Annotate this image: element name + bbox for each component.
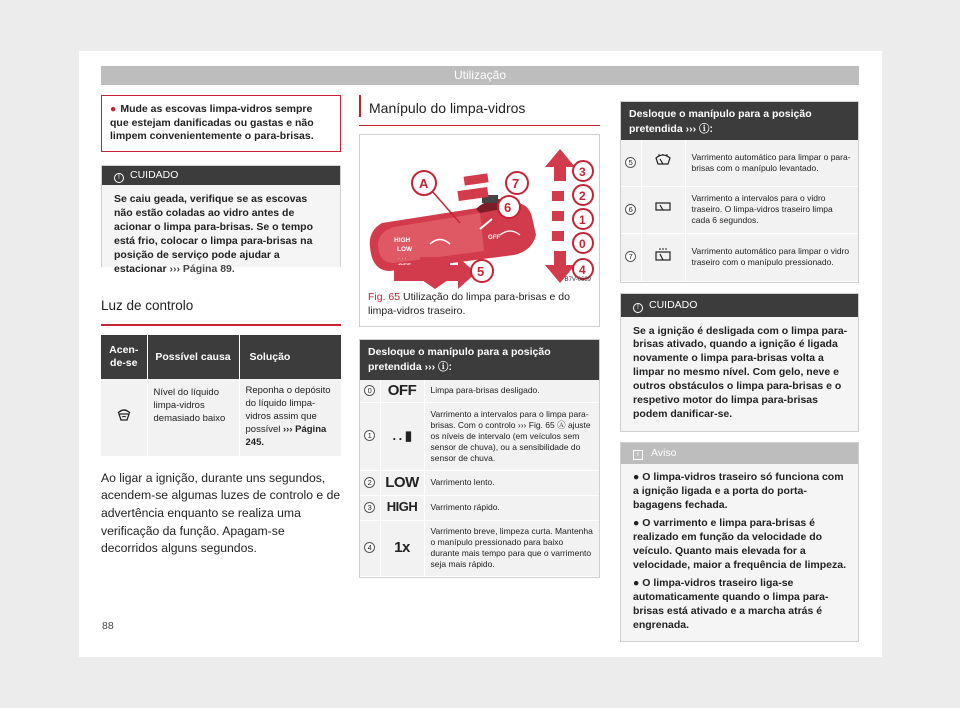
aviso-item: ● O varrimento e limpa para-brisas é realizado em função da velocidade do veículo. Quanto mais elevada for a velocidade, maior a frequência de limpeza.	[633, 517, 846, 571]
position-description: Varrimento automático para limpar o vidro traseiro com o manípulo pressionado.	[685, 233, 858, 281]
middle-column	[359, 95, 600, 578]
position-number: 7	[625, 251, 636, 262]
position-description: Varrimento a intervalos para o limpa para-brisas. Com o controlo ››› Fig. 65 Ⓐ ajuste os níveis de intervalo (em veículos sem sensor de chuva), ou a sensibilidade do sensor de chuva.	[424, 402, 599, 470]
svg-text:OFF: OFF	[488, 235, 500, 242]
position-symbol: OFF	[380, 380, 424, 402]
wiper-lever-illustration	[360, 139, 599, 289]
position-number: 1	[364, 430, 375, 441]
svg-text:HIGH: HIGH	[394, 237, 411, 245]
position-symbol: . . ▮	[380, 402, 424, 470]
positions-table-2	[621, 140, 858, 282]
table-row	[360, 402, 599, 470]
figure-caption: Fig. 65 Utilização do limpa para-brisas e do limpa-vidros traseiro.	[368, 290, 570, 317]
warning-brushes-text: ● Mude as escovas limpa-vidros sempre que estejam danificadas ou gastas e não limpem convenientemente o para-brisas.	[110, 103, 314, 143]
svg-text:LOW: LOW	[397, 246, 413, 254]
position-symbol: 1x	[380, 520, 424, 576]
position-number: 2	[364, 477, 375, 488]
bullet-icon: ●	[633, 471, 643, 484]
positions-table-box	[359, 339, 600, 578]
bullet-icon: ●	[110, 103, 117, 115]
svg-text:1: 1	[579, 213, 586, 228]
info-icon: !	[633, 303, 643, 313]
svg-text:0: 0	[579, 237, 586, 252]
right-column	[620, 101, 859, 642]
paragraph-ignition: Ao ligar a ignição, durante uns segundos, acendem-se algumas luzes de controlo e de advertência enquanto se realiza uma verificação da função. Apagam-se decorridos alguns segundos.	[101, 470, 341, 556]
left-column	[101, 95, 341, 558]
position-description: Varrimento breve, limpeza curta. Mantenha o manípulo pressionado para baixo durante mais tempo para que o varrimento seja mais rápido.	[424, 520, 599, 576]
position-number: 3	[364, 502, 375, 513]
position-number: 5	[625, 157, 636, 168]
svg-text:3: 3	[579, 165, 586, 180]
positions-table-2-header: Desloque o manípulo para a posição pretendida ››› ⓘ:	[621, 102, 858, 140]
svg-text:4: 4	[579, 263, 586, 278]
caution-box-2	[620, 293, 859, 433]
page-number: 88	[102, 620, 114, 632]
position-description: Varrimento rápido.	[424, 495, 599, 520]
aviso-header: i Aviso	[621, 443, 858, 464]
position-description: Varrimento automático para limpar o para-brisas com o manípulo levantado.	[685, 140, 858, 186]
page-header: Utilização	[101, 66, 859, 85]
svg-text:A: A	[419, 176, 429, 192]
caution-box-1	[101, 165, 341, 275]
table-row	[360, 520, 599, 576]
table-row	[360, 380, 599, 402]
figure-code: B7V-0689	[564, 277, 591, 284]
col-header-causa: Possível causa	[147, 335, 239, 379]
section-rule-2	[359, 125, 600, 126]
bullet-icon: ●	[633, 517, 643, 530]
info-icon: !	[114, 173, 124, 183]
position-symbol: LOW	[380, 470, 424, 495]
section-title-luz: Luz de controlo	[101, 297, 194, 313]
caution-text-2: Se a ignição é desligada com o limpa para-brisas ativado, quando a ignição é ligada novamente o limpa para-brisas volta a limpar no mesmo nível. Com gelo, neve e outros obstáculos o limpa para-brisas e o respetivo motor do limpa para-brisas podem danificar-se.	[621, 317, 858, 432]
washer-warning-icon	[101, 379, 147, 455]
table-row	[621, 140, 858, 186]
table-row	[360, 495, 599, 520]
rear-wiper-icon	[641, 186, 685, 233]
position-number: 0	[364, 385, 375, 396]
table-row	[621, 233, 858, 281]
caution-header-2: ! CUIDADO	[621, 294, 858, 317]
svg-text:5: 5	[477, 264, 485, 280]
table-row	[360, 470, 599, 495]
section-title-manipulo: Manípulo do limpa-vidros	[369, 100, 526, 116]
warning-brushes-box	[101, 95, 341, 152]
position-description: Varrimento lento.	[424, 470, 599, 495]
position-symbol: HIGH	[380, 495, 424, 520]
positions-table	[360, 380, 599, 577]
positions-table-header: Desloque o manípulo para a posição pretendida ››› ⓘ:	[360, 340, 599, 380]
cause-cell: Nível do líquido limpa-vidros demasiado baixo	[147, 379, 239, 455]
col-header-solucao: Solução	[239, 335, 341, 379]
section-rule	[101, 324, 341, 326]
svg-text:7: 7	[512, 176, 520, 192]
aviso-item: ● O limpa-vidros traseiro só funciona com a ignição ligada e a porta do porta-bagagens fechada.	[633, 471, 844, 512]
windscreen-wash-icon	[641, 140, 685, 186]
figure-box	[359, 134, 600, 327]
position-description: Varrimento a intervalos para o vidro traseiro. O limpa-vidros traseiro limpa cada 6 segundos.	[685, 186, 858, 233]
caution-text: Se caiu geada, verifique se as escovas não estão coladas ao vidro antes de acionar o limpa para-brisas. Se o tempo está frio, colocar o limpa para-brisas na posição de serviço pode ajudar a estacionar ››› Página 89.	[102, 185, 340, 267]
indicator-table	[101, 335, 341, 455]
position-number: 4	[364, 542, 375, 553]
position-number: 6	[625, 204, 636, 215]
svg-text:2: 2	[579, 189, 586, 204]
rear-wash-icon	[641, 233, 685, 281]
col-header-acender: Acen-de-se	[101, 335, 147, 379]
caution-header: ! CUIDADO	[102, 166, 340, 185]
section-manipulo	[359, 95, 600, 117]
position-description: Limpa para-brisas desligado.	[424, 380, 599, 402]
section-luz	[101, 297, 341, 327]
aviso-item: ● O limpa-vidros traseiro liga-se automaticamente quando o limpa para-brisas está ativado e a marcha atrás é engrenada.	[633, 576, 829, 631]
table-row	[621, 186, 858, 233]
svg-text:· · ·: · · ·	[398, 256, 407, 263]
positions-table-2-box	[620, 101, 859, 283]
bullet-icon: ●	[633, 576, 643, 589]
aviso-box	[620, 442, 859, 641]
svg-text:6: 6	[504, 200, 512, 216]
info-square-icon: i	[633, 450, 643, 460]
aviso-list	[621, 464, 858, 640]
solution-cell: Reponha o depósito do líquido limpa-vidros assim que possível ››› Página 245.	[245, 385, 331, 448]
